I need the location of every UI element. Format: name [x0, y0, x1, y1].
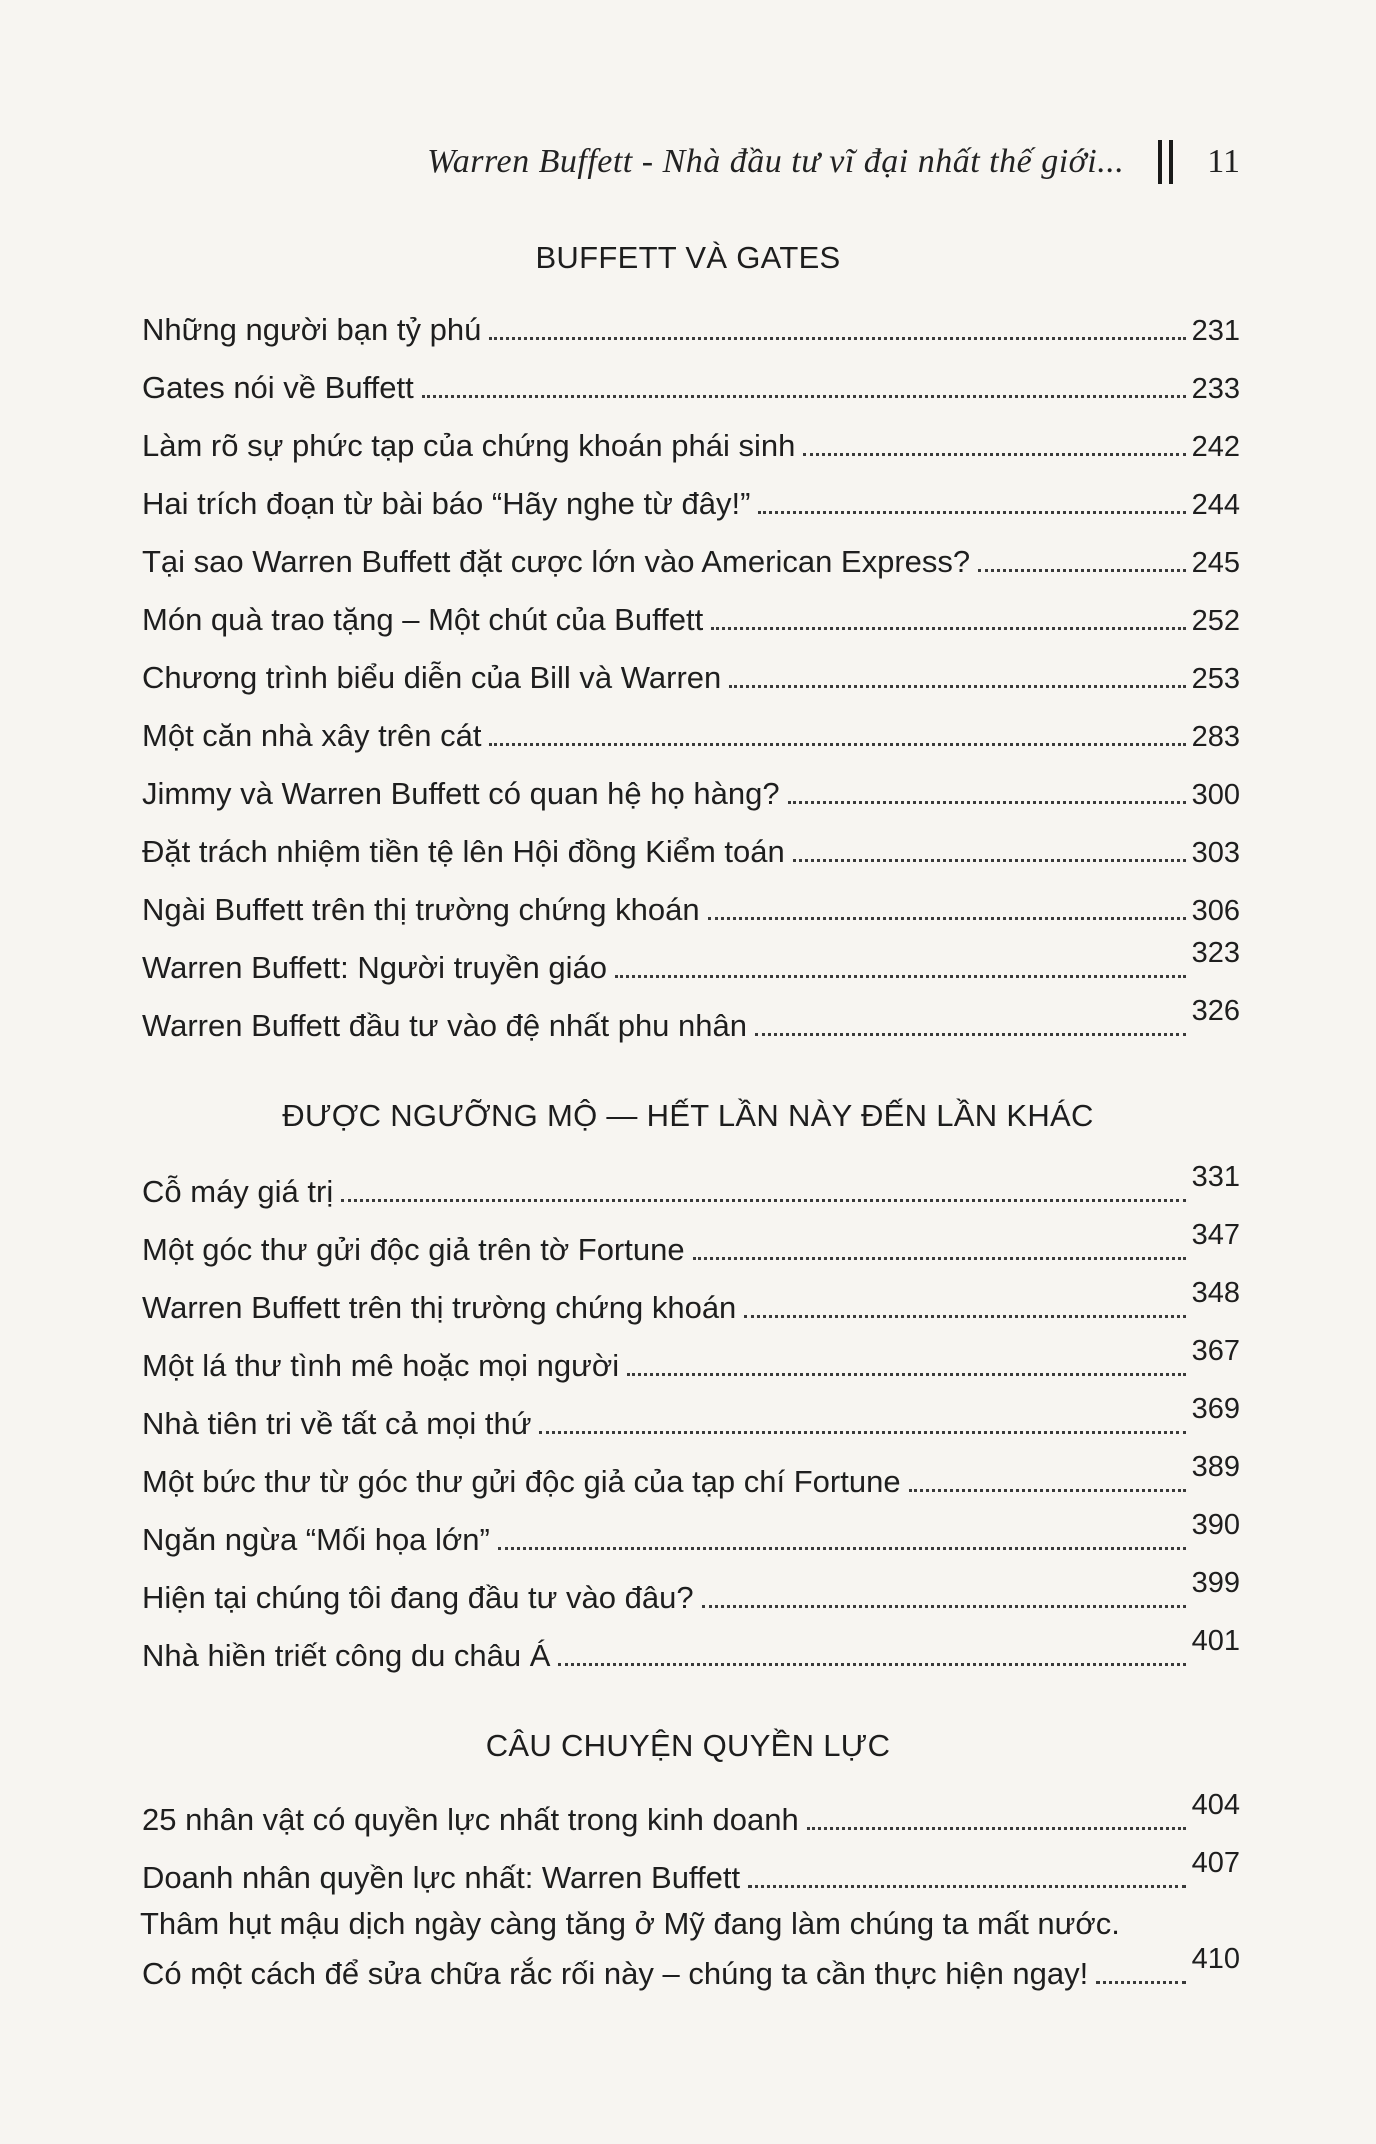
- entry-page: 401: [1191, 1625, 1240, 1657]
- running-header: [420, 132, 1240, 192]
- toc-entry[interactable]: [142, 1278, 1240, 1326]
- toc-entry[interactable]: [142, 764, 1240, 812]
- toc-entry[interactable]: [142, 822, 1240, 870]
- toc-entry[interactable]: [142, 1394, 1240, 1442]
- dot-leader: [422, 395, 1186, 398]
- dot-leader: [729, 685, 1185, 688]
- dot-leader: [744, 1315, 1185, 1318]
- dot-leader: [498, 1547, 1186, 1550]
- toc-entry[interactable]: [142, 416, 1240, 464]
- entry-page: 399: [1191, 1567, 1240, 1599]
- entry-page: 367: [1191, 1335, 1240, 1367]
- dot-leader: [693, 1257, 1186, 1260]
- entry-title: Nhà hiền triết công du châu Á: [142, 1638, 551, 1673]
- toc-entry[interactable]: [142, 1944, 1240, 1992]
- dot-leader: [1096, 1981, 1185, 1984]
- entry-title: Món quà trao tặng – Một chút của Buffett: [142, 602, 704, 637]
- entry-title: Cỗ máy giá trị: [142, 1174, 334, 1209]
- entry-page: 369: [1191, 1393, 1240, 1425]
- entry-page: 253: [1191, 663, 1240, 695]
- dot-leader: [748, 1885, 1186, 1888]
- entry-page: 404: [1191, 1789, 1240, 1821]
- toc-entry[interactable]: [142, 532, 1240, 580]
- dot-leader: [807, 1827, 1186, 1830]
- dot-leader: [978, 569, 1185, 572]
- entry-page: 242: [1191, 431, 1240, 463]
- entry-title: Jimmy và Warren Buffett có quan hệ họ hàng?: [142, 776, 780, 811]
- entry-title: Hai trích đoạn từ bài báo “Hãy nghe từ đây!”: [142, 486, 751, 521]
- dot-leader: [909, 1489, 1186, 1492]
- entry-page: 389: [1191, 1451, 1240, 1483]
- entry-page: 303: [1191, 837, 1240, 869]
- entry-title: Một bức thư từ góc thư gửi độc giả của tạp chí Fortune: [142, 1464, 901, 1499]
- entry-title: Ngăn ngừa “Mối họa lớn”: [142, 1522, 490, 1557]
- dot-leader: [788, 801, 1186, 804]
- entry-title: Làm rõ sự phức tạp của chứng khoán phái sinh: [142, 428, 796, 463]
- dot-leader: [539, 1431, 1185, 1434]
- entry-title: Warren Buffett đầu tư vào đệ nhất phu nhân: [142, 1008, 747, 1043]
- entry-page: 245: [1191, 547, 1240, 579]
- toc-entry[interactable]: [142, 1848, 1240, 1896]
- dot-leader: [702, 1605, 1186, 1608]
- dot-leader: [489, 743, 1185, 746]
- toc-entry[interactable]: [142, 590, 1240, 638]
- entry-title: Tại sao Warren Buffett đặt cược lớn vào American Express?: [142, 544, 971, 579]
- dot-leader: [793, 859, 1186, 862]
- section-heading: BUFFETT VÀ GATES: [535, 240, 841, 275]
- entry-page: 347: [1191, 1219, 1240, 1251]
- dot-leader: [558, 1663, 1185, 1666]
- entry-page: 283: [1191, 721, 1240, 753]
- dot-leader: [489, 337, 1185, 340]
- dot-leader: [803, 453, 1185, 456]
- entry-title: Hiện tại chúng tôi đang đầu tư vào đâu?: [142, 1580, 694, 1615]
- dot-leader: [755, 1033, 1186, 1036]
- toc-entry[interactable]: [142, 938, 1240, 986]
- dot-leader: [615, 975, 1186, 978]
- toc-entry[interactable]: [142, 706, 1240, 754]
- entry-title: Những người bạn tỷ phú: [142, 312, 482, 347]
- entry-title: Nhà tiên tri về tất cả mọi thứ: [142, 1406, 532, 1441]
- page-number: 11: [1207, 143, 1240, 180]
- entry-page: 326: [1191, 995, 1240, 1027]
- entry-page: 390: [1191, 1509, 1240, 1541]
- entry-title-line: Thâm hụt mậu dịch ngày càng tăng ở Mỹ đang làm chúng ta mất nước.: [140, 1906, 1120, 1941]
- entry-title: Doanh nhân quyền lực nhất: Warren Buffett: [142, 1860, 741, 1895]
- dot-leader: [708, 917, 1186, 920]
- toc-entry[interactable]: [142, 1568, 1240, 1616]
- entry-page: 306: [1191, 895, 1240, 927]
- toc-entry[interactable]: [142, 1220, 1240, 1268]
- dot-leader: [341, 1199, 1185, 1202]
- entry-title: 25 nhân vật có quyền lực nhất trong kinh doanh: [142, 1802, 799, 1837]
- entry-page: 407: [1191, 1847, 1240, 1879]
- toc-entry[interactable]: [142, 996, 1240, 1044]
- entry-page: 300: [1191, 779, 1240, 811]
- entry-title: Gates nói về Buffett: [142, 370, 414, 405]
- entry-title: Chương trình biểu diễn của Bill và Warren: [142, 660, 722, 695]
- toc-entry[interactable]: [142, 1162, 1240, 1210]
- entry-page: 231: [1191, 315, 1240, 347]
- running-title: Warren Buffett - Nhà đầu tư vĩ đại nhất thế giới...: [427, 143, 1125, 180]
- entry-title: Ngài Buffett trên thị trường chứng khoán: [142, 892, 700, 927]
- entry-title: Có một cách để sửa chữa rắc rối này – chúng ta cần thực hiện ngay!: [142, 1956, 1089, 1991]
- entry-page: 331: [1191, 1161, 1240, 1193]
- dot-leader: [627, 1373, 1186, 1376]
- dot-leader: [758, 511, 1185, 514]
- toc-entry[interactable]: [142, 300, 1240, 348]
- toc-entry[interactable]: [142, 1336, 1240, 1384]
- toc-entry[interactable]: [142, 358, 1240, 406]
- entry-page: 233: [1191, 373, 1240, 405]
- toc-entry[interactable]: [142, 648, 1240, 696]
- toc-entry[interactable]: [142, 1626, 1240, 1674]
- entry-title: Một góc thư gửi độc giả trên tờ Fortune: [142, 1232, 685, 1267]
- section-heading: CÂU CHUYỆN QUYỀN LỰC: [485, 1728, 891, 1763]
- toc-entry[interactable]: [142, 1510, 1240, 1558]
- toc-entry[interactable]: [142, 1452, 1240, 1500]
- entry-page: 252: [1191, 605, 1240, 637]
- entry-title: Warren Buffett: Người truyền giáo: [142, 950, 607, 985]
- toc-entry[interactable]: [142, 1790, 1240, 1838]
- entry-page: 348: [1191, 1277, 1240, 1309]
- entry-title: Đặt trách nhiệm tiền tệ lên Hội đồng Kiểm toán: [142, 834, 785, 869]
- toc-entry[interactable]: [142, 880, 1240, 928]
- section-heading: ĐƯỢC NGƯỠNG MỘ — HẾT LẦN NÀY ĐẾN LẦN KHÁC: [282, 1098, 1094, 1133]
- header-divider: [1158, 140, 1173, 184]
- entry-title: Một căn nhà xây trên cát: [142, 718, 482, 753]
- entry-page: 323: [1191, 937, 1240, 969]
- toc-entry[interactable]: [142, 474, 1240, 522]
- entry-title: Warren Buffett trên thị trường chứng khoán: [142, 1290, 737, 1325]
- entry-page: 244: [1191, 489, 1240, 521]
- entry-page: 410: [1191, 1943, 1240, 1975]
- entry-title: Một lá thư tình mê hoặc mọi người: [142, 1348, 620, 1383]
- dot-leader: [711, 627, 1185, 630]
